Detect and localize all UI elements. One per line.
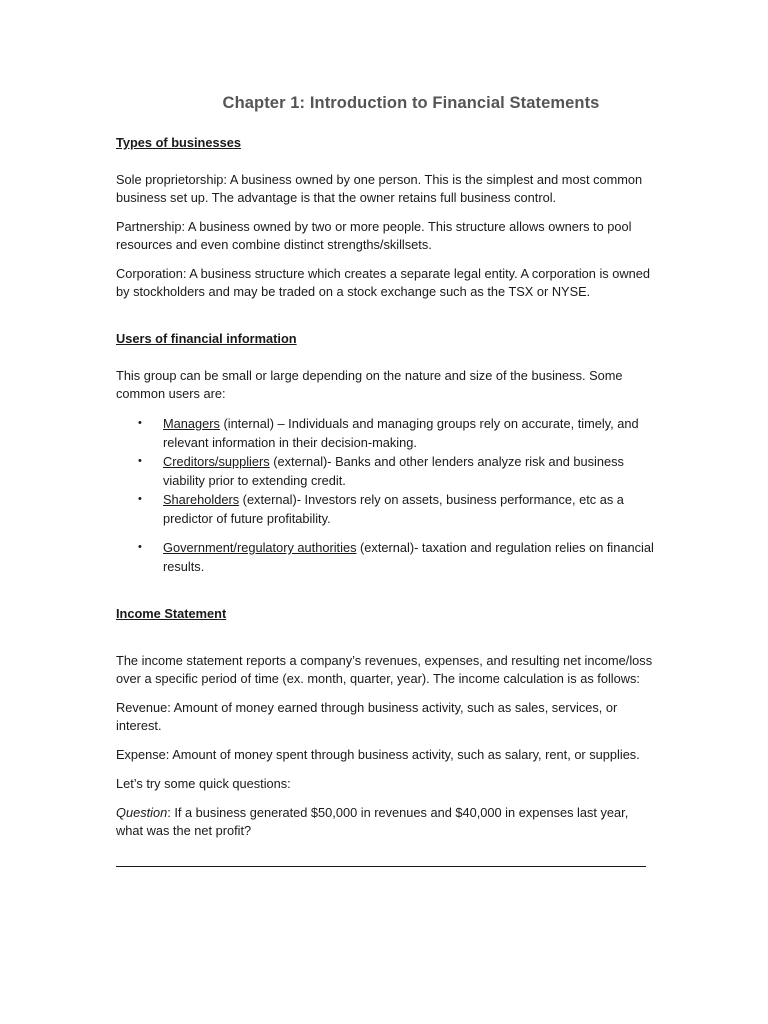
- paragraph-partnership: Partnership: A business owned by two or more people. This structure allows owners to pool resources and even combine distinct strengths/skillsets.: [116, 219, 632, 252]
- desc-government: (external)- taxation and regulation relies on financial results.: [163, 540, 654, 574]
- paragraph-question: [116, 804, 658, 840]
- list-item-creditors: [116, 452, 658, 490]
- question-label: Question: [116, 805, 168, 820]
- bullet-icon: •: [138, 493, 142, 505]
- bullet-icon: •: [138, 417, 142, 429]
- term-government: Government/regulatory authorities: [163, 540, 357, 555]
- question-text: : If a business generated $50,000 in revenues and $40,000 in expenses last year, what was the net profit?: [116, 805, 629, 838]
- bullet-icon: •: [138, 541, 142, 553]
- list-item-managers: [116, 414, 658, 452]
- page-title: Chapter 1: Introduction to Financial Statements: [222, 94, 600, 112]
- paragraph-users-intro: This group can be small or large depending on the nature and size of the business. Some common users are:: [116, 368, 623, 401]
- list-item-shareholders: [116, 490, 658, 528]
- paragraph-sole-proprietorship: Sole proprietorship: A business owned by one person. This is the simplest and most common business set up. The advantage is that the owner retains full business control.: [116, 172, 643, 205]
- term-shareholders: Shareholders: [163, 492, 240, 507]
- heading-users-of-financial-information: Users of financial information: [116, 331, 297, 346]
- users-list: [116, 414, 658, 576]
- desc-shareholders: (external)- Investors rely on assets, business performance, etc as a predictor of future profitability.: [163, 492, 624, 526]
- paragraph-questions-prompt: Let’s try some quick questions:: [116, 776, 291, 791]
- paragraph-income-intro: The income statement reports a company’s revenues, expenses, and resulting net income/loss over a specific period of time (ex. month, quarter, year). The income calculation is as follows:: [116, 653, 653, 686]
- bullet-icon: •: [138, 455, 142, 467]
- paragraph-revenue: Revenue: Amount of money earned through business activity, such as sales, services, or interest.: [116, 700, 618, 733]
- paragraph-corporation: Corporation: A business structure which creates a separate legal entity. A corporation is owned by stockholders and may be traded on a stock exchange such as the TSX or NYSE.: [116, 266, 650, 299]
- heading-income-statement: Income Statement: [116, 606, 227, 621]
- answer-line[interactable]: [116, 858, 646, 867]
- desc-managers: (internal) – Individuals and managing groups rely on accurate, timely, and relevant information in their decision-making.: [163, 416, 639, 450]
- list-item-government: [116, 538, 658, 576]
- heading-types-of-businesses: Types of businesses: [116, 135, 241, 150]
- paragraph-expense: Expense: Amount of money spent through business activity, such as salary, rent, or supplies.: [116, 747, 640, 762]
- term-managers: Managers: [163, 416, 220, 431]
- term-creditors: Creditors/suppliers: [163, 454, 270, 469]
- desc-creditors: (external)- Banks and other lenders analyze risk and business viability prior to extending credit.: [163, 454, 624, 488]
